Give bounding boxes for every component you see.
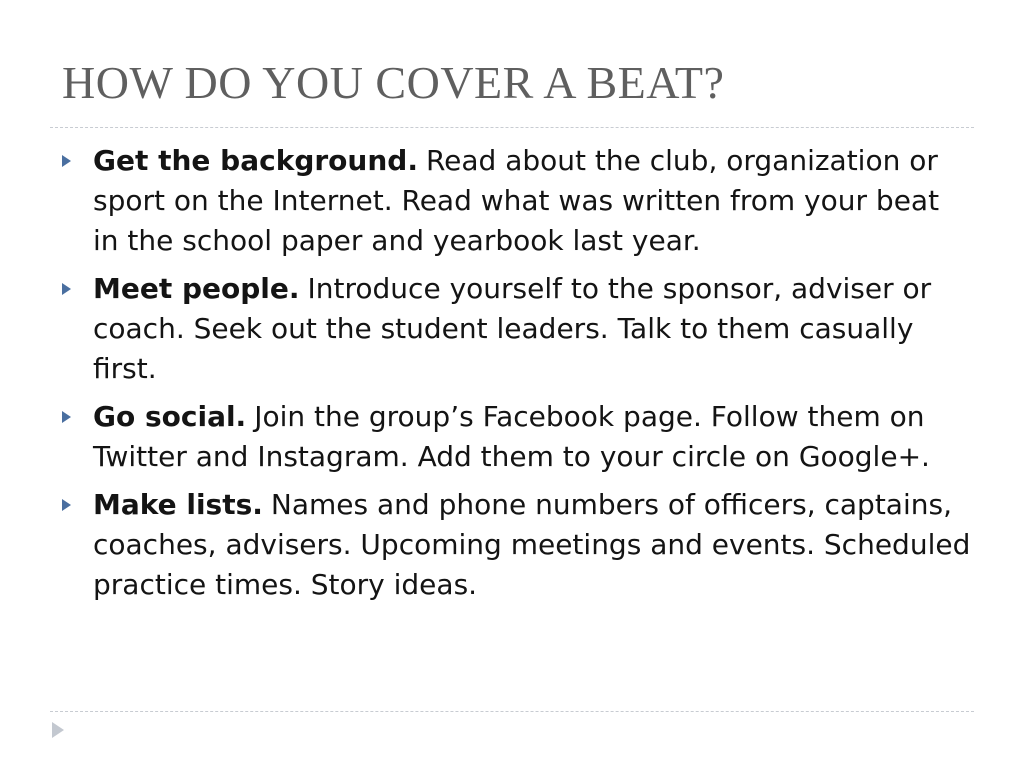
title-divider [50,127,974,128]
bullet-item-meet-people [62,269,972,389]
bullet-arrow-icon [62,283,71,295]
bullet-list [62,141,972,613]
bullet-lead: Get the background. [93,144,418,177]
footer-divider [50,711,974,712]
bullet-arrow-icon [62,499,71,511]
bullet-item-go-social [62,397,972,477]
bullet-lead: Make lists. [93,488,263,521]
bullet-text: Read about the club, organization or sport on the Internet. Read what was written from your beat in the school paper and yearbook last year. [93,144,940,257]
bullet-arrow-icon [62,411,71,423]
bullet-text: Names and phone numbers of officers, captains, coaches, advisers. Upcoming meetings and events. Scheduled practice times. Story ideas. [93,488,971,601]
bullet-text: Introduce yourself to the sponsor, adviser or coach. Seek out the student leaders. Talk to them casually first. [93,272,932,385]
bullet-lead: Go social. [93,400,247,433]
bullet-item-make-lists [62,485,972,605]
bullet-arrow-icon [62,155,71,167]
play-arrow-icon[interactable] [52,722,64,738]
bullet-lead: Meet people. [93,272,300,305]
bullet-text: Join the group’s Facebook page. Follow them on Twitter and Instagram. Add them to your circle on Google+. [93,400,930,473]
slide-title: HOW DO YOU COVER A BEAT? [62,57,725,108]
bullet-item-background [62,141,972,261]
